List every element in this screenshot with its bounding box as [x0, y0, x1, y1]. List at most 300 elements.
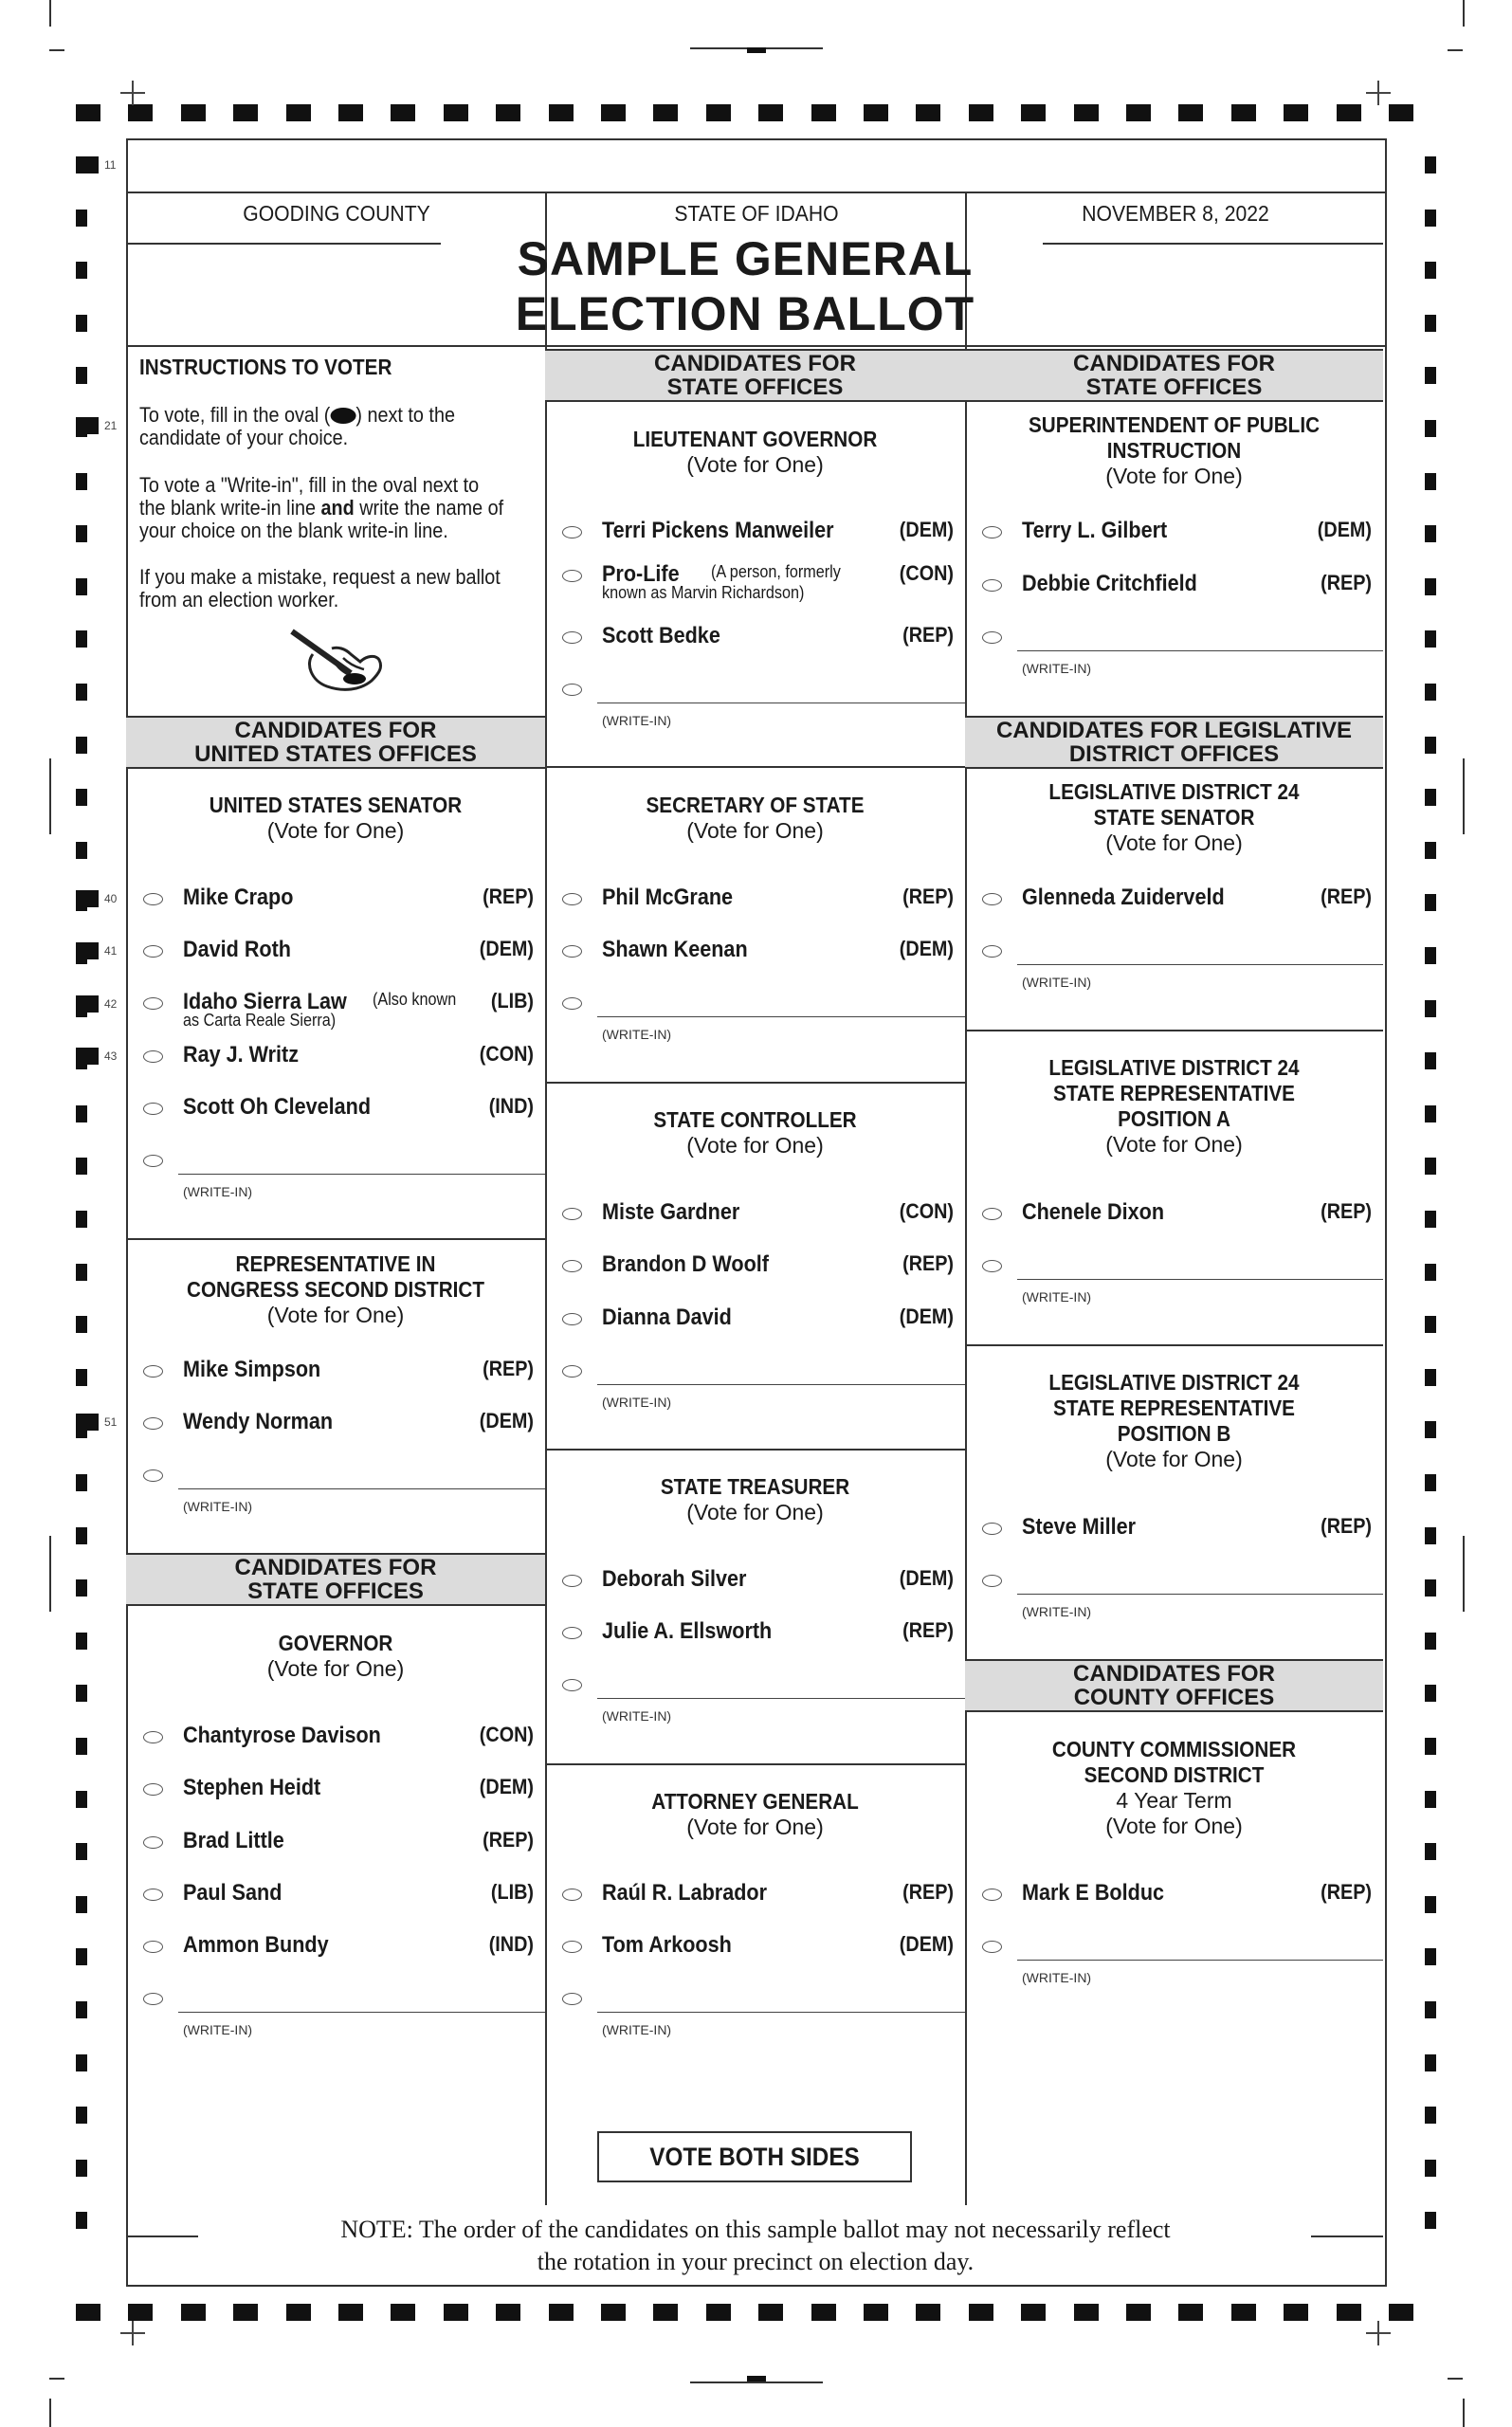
timing-mark: [747, 2376, 766, 2381]
vote-for-one: (Vote for One): [1105, 830, 1243, 855]
timing-mark: [758, 104, 783, 121]
timing-mark: [76, 1369, 87, 1386]
instruction-text: and: [320, 496, 355, 520]
timing-mark: [1425, 1211, 1436, 1228]
write-in-oval[interactable]: [982, 1941, 1002, 1953]
hand-pen-icon: [284, 626, 393, 697]
candidate-oval[interactable]: [562, 631, 582, 644]
candidate-name: Mike Crapo: [183, 885, 294, 910]
candidate-oval[interactable]: [143, 1050, 163, 1063]
race-divider: [965, 1030, 1383, 1031]
timing-mark: [128, 2304, 153, 2321]
election-date: NOVEMBER 8, 2022: [1082, 201, 1269, 226]
trim-mark: [49, 1536, 51, 1612]
timing-mark: [76, 578, 87, 595]
write-in-label: (WRITE-IN): [602, 1708, 672, 1724]
candidate-name: Mike Simpson: [183, 1357, 321, 1382]
candidate-oval[interactable]: [143, 997, 163, 1010]
timing-mark: [758, 2304, 783, 2321]
timing-mark: [1284, 104, 1308, 121]
candidate-oval[interactable]: [562, 570, 582, 582]
timing-mark: [496, 104, 520, 121]
registration-cross-icon: [1366, 2321, 1391, 2345]
timing-mark: [1425, 1052, 1436, 1069]
instruction-text: write the name of: [359, 496, 504, 520]
candidate-party: (DEM): [899, 1566, 954, 1590]
write-in-line[interactable]: [1017, 650, 1383, 651]
candidate-oval[interactable]: [562, 1889, 582, 1901]
vote-for-one: (Vote for One): [686, 1500, 824, 1524]
race-heading: [965, 1055, 1383, 1158]
row-number: 42: [104, 997, 118, 1011]
race-heading: [545, 1789, 965, 1840]
candidate-name: Chenele Dixon: [1022, 1199, 1165, 1225]
race-title: STATE REPRESENTATIVE: [1053, 1396, 1295, 1420]
ballot-title: [470, 231, 1020, 341]
instruction-text: candidate of your choice.: [139, 426, 349, 449]
vote-for-one: (Vote for One): [1105, 1447, 1243, 1471]
candidate-party: (REP): [902, 1618, 954, 1642]
candidate-name: Deborah Silver: [602, 1566, 747, 1592]
vote-for-one: (Vote for One): [686, 452, 824, 477]
candidate-note: (A person, formerly: [711, 562, 841, 581]
timing-mark: [653, 2304, 678, 2321]
row-mark: [76, 417, 99, 434]
timing-mark: [1389, 2304, 1413, 2321]
candidate-oval[interactable]: [982, 526, 1002, 538]
candidate-party: (REP): [902, 1880, 954, 1904]
trim-mark: [1463, 758, 1465, 834]
county-name: GOODING COUNTY: [243, 201, 430, 226]
race-title: SECRETARY OF STATE: [646, 793, 865, 817]
race-heading: [545, 793, 965, 844]
timing-mark: [76, 315, 87, 332]
timing-mark: [706, 104, 731, 121]
candidate-oval[interactable]: [562, 945, 582, 958]
candidate-name: Mark E Bolduc: [1022, 1880, 1165, 1906]
timing-mark: [76, 525, 87, 542]
section-band: [965, 716, 1383, 769]
timing-mark: [1425, 1369, 1436, 1386]
timing-mark: [1425, 842, 1436, 859]
timing-mark: [549, 104, 574, 121]
race-title: INSTRUCTION: [1106, 438, 1242, 463]
column-divider: [545, 192, 547, 2205]
race-divider: [545, 1763, 965, 1765]
timing-mark: [76, 630, 87, 648]
section-band-label: STATE OFFICES: [666, 374, 844, 400]
race-divider: [545, 766, 965, 768]
timing-mark: [1425, 420, 1436, 437]
registration-cross-icon: [120, 81, 145, 105]
candidate-oval[interactable]: [562, 1941, 582, 1953]
candidate-name: Brandon D Woolf: [602, 1251, 769, 1277]
timing-mark: [653, 104, 678, 121]
vote-both-sides-text: VOTE BOTH SIDES: [649, 2142, 860, 2171]
timing-mark: [1425, 894, 1436, 911]
write-in-label: (WRITE-IN): [1022, 975, 1092, 990]
timing-mark: [76, 1896, 87, 1913]
write-in-line[interactable]: [178, 2012, 545, 2013]
candidate-oval[interactable]: [143, 1836, 163, 1849]
timing-mark: [1021, 2304, 1046, 2321]
candidate-party: (DEM): [479, 1409, 534, 1432]
candidate-note: known as Marvin Richardson): [602, 583, 805, 602]
candidate-party: (REP): [902, 885, 954, 908]
timing-mark: [76, 1527, 87, 1544]
candidate-oval[interactable]: [982, 1523, 1002, 1535]
race-title: LEGISLATIVE DISTRICT 24: [1048, 779, 1300, 804]
timing-mark: [1425, 1421, 1436, 1438]
write-in-oval[interactable]: [562, 684, 582, 696]
race-title: UNITED STATES SENATOR: [209, 793, 463, 817]
candidate-oval[interactable]: [143, 1365, 163, 1378]
race-title: LIEUTENANT GOVERNOR: [632, 427, 878, 451]
divider: [126, 243, 441, 245]
row-number: 51: [104, 1415, 118, 1429]
candidate-name: Idaho Sierra Law: [183, 989, 347, 1014]
timing-mark: [1425, 210, 1436, 227]
candidate-oval[interactable]: [143, 1941, 163, 1953]
candidate-oval[interactable]: [143, 1417, 163, 1430]
candidate-oval[interactable]: [982, 893, 1002, 905]
timing-mark: [811, 104, 836, 121]
write-in-oval[interactable]: [982, 1260, 1002, 1272]
section-band-label: STATE OFFICES: [1085, 374, 1263, 400]
race-heading: [545, 1107, 965, 1159]
candidate-oval[interactable]: [143, 1783, 163, 1796]
vote-for-one: (Vote for One): [1105, 1814, 1243, 1838]
timing-mark: [76, 2304, 100, 2321]
write-in-line[interactable]: [178, 1488, 545, 1489]
write-in-oval[interactable]: [982, 945, 1002, 958]
timing-mark: [1425, 1791, 1436, 1808]
trim-mark: [49, 2399, 51, 2427]
candidate-name: Scott Oh Cleveland: [183, 1094, 372, 1120]
write-in-oval[interactable]: [562, 1993, 582, 2005]
timing-mark: [969, 2304, 993, 2321]
write-in-line[interactable]: [178, 1174, 545, 1175]
instruction-text: from an election worker.: [139, 588, 339, 611]
timing-mark: [1425, 1158, 1436, 1175]
write-in-label: (WRITE-IN): [1022, 1604, 1092, 1619]
candidate-name: Ammon Bundy: [183, 1932, 329, 1958]
timing-mark: [747, 47, 766, 53]
timing-mark: [1425, 2160, 1436, 2177]
timing-mark: [1425, 1633, 1436, 1650]
timing-mark: [1425, 1264, 1436, 1281]
candidate-oval[interactable]: [562, 1313, 582, 1325]
candidate-party: (REP): [1321, 1199, 1372, 1223]
candidate-name: Terry L. Gilbert: [1022, 518, 1168, 543]
timing-mark: [1231, 104, 1256, 121]
candidate-party: (CON): [899, 1199, 954, 1223]
write-in-oval[interactable]: [562, 1365, 582, 1378]
timing-mark: [76, 1791, 87, 1808]
candidate-oval[interactable]: [143, 1103, 163, 1115]
instruction-text: the blank write-in line: [139, 496, 317, 520]
section-band-label: COUNTY OFFICES: [1073, 1685, 1275, 1710]
candidate-oval[interactable]: [562, 1208, 582, 1220]
candidate-party: (IND): [488, 1932, 534, 1956]
divider: [126, 345, 1385, 347]
candidate-party: (CON): [479, 1723, 534, 1746]
divider: [1043, 243, 1383, 245]
candidate-oval[interactable]: [143, 893, 163, 905]
instruction-text: If you make a mistake, request a new ballot: [139, 565, 501, 589]
candidate-name: David Roth: [183, 937, 292, 962]
race-heading: [965, 1370, 1383, 1472]
candidate-party: (CON): [479, 1042, 534, 1066]
candidate-oval[interactable]: [982, 579, 1002, 592]
race-title: GOVERNOR: [278, 1631, 393, 1655]
candidate-name: Shawn Keenan: [602, 937, 748, 962]
race-heading: [126, 793, 545, 844]
candidate-oval[interactable]: [143, 1889, 163, 1901]
race-heading: [545, 1474, 965, 1525]
write-in-label: (WRITE-IN): [602, 2022, 672, 2037]
trim-mark: [1463, 2399, 1465, 2427]
timing-mark: [76, 210, 87, 227]
candidate-oval[interactable]: [982, 1889, 1002, 1901]
candidate-oval[interactable]: [562, 1627, 582, 1639]
write-in-oval[interactable]: [143, 1155, 163, 1167]
timing-mark: [1425, 578, 1436, 595]
section-band: [126, 716, 545, 769]
timing-mark: [864, 2304, 888, 2321]
race-heading: [965, 412, 1383, 489]
timing-mark: [76, 473, 87, 490]
timing-mark: [1021, 104, 1046, 121]
candidate-party: (REP): [902, 1251, 954, 1275]
write-in-label: (WRITE-IN): [602, 1027, 672, 1042]
timing-mark: [76, 2001, 87, 2018]
timing-mark: [1425, 737, 1436, 754]
candidate-oval[interactable]: [562, 526, 582, 538]
write-in-label: (WRITE-IN): [1022, 661, 1092, 676]
race-heading: [965, 779, 1383, 856]
candidate-name: Ray J. Writz: [183, 1042, 300, 1068]
candidate-name: Brad Little: [183, 1828, 284, 1853]
candidate-party: (DEM): [479, 1775, 534, 1798]
candidate-oval[interactable]: [562, 1260, 582, 1272]
timing-mark: [338, 104, 363, 121]
section-band-label: CANDIDATES FOR: [654, 351, 856, 376]
candidate-name: Dianna David: [602, 1305, 732, 1330]
timing-mark: [1425, 1948, 1436, 1965]
row-mark: [76, 890, 99, 907]
section-band-label: CANDIDATES FOR: [234, 718, 437, 743]
write-in-line[interactable]: [1017, 1594, 1383, 1595]
timing-mark: [1425, 525, 1436, 542]
timing-mark: [916, 104, 940, 121]
vote-for-one: (Vote for One): [1105, 464, 1243, 488]
candidate-party: (IND): [488, 1094, 534, 1118]
trim-mark: [1463, 1536, 1465, 1612]
candidate-oval[interactable]: [562, 1575, 582, 1587]
timing-mark: [286, 2304, 311, 2321]
timing-mark: [128, 104, 153, 121]
trim-mark: [1463, 0, 1465, 27]
candidate-party: (CON): [899, 561, 954, 585]
write-in-label: (WRITE-IN): [183, 1499, 253, 1514]
write-in-label: (WRITE-IN): [1022, 1289, 1092, 1305]
vote-for-one: (Vote for One): [686, 1133, 824, 1158]
candidate-oval[interactable]: [143, 945, 163, 958]
race-title: COUNTY COMMISSIONER: [1051, 1737, 1297, 1761]
timing-mark: [233, 2304, 258, 2321]
timing-mark: [1337, 2304, 1361, 2321]
filled-oval-icon: [330, 408, 355, 424]
row-number: 41: [104, 944, 118, 958]
timing-mark: [1425, 367, 1436, 384]
section-band-label: CANDIDATES FOR: [1073, 351, 1275, 376]
write-in-line[interactable]: [597, 1016, 965, 1017]
instructions-paragraph: [139, 404, 455, 449]
write-in-oval[interactable]: [982, 1575, 1002, 1587]
write-in-line[interactable]: [597, 1384, 965, 1385]
timing-mark: [1425, 1474, 1436, 1491]
state-name: STATE OF IDAHO: [674, 201, 839, 226]
timing-mark: [1389, 104, 1413, 121]
race-title: STATE CONTROLLER: [653, 1107, 857, 1132]
race-divider: [545, 1082, 965, 1084]
candidate-name: Pro-Life: [602, 561, 680, 587]
timing-mark: [76, 1633, 87, 1650]
row-number: 40: [104, 892, 118, 905]
write-in-oval[interactable]: [562, 1679, 582, 1691]
race-heading: [126, 1631, 545, 1682]
race-title: STATE SENATOR: [1093, 805, 1255, 830]
timing-mark: [1425, 473, 1436, 490]
write-in-oval[interactable]: [143, 1469, 163, 1482]
registration-cross-icon: [1366, 81, 1391, 105]
write-in-line[interactable]: [1017, 1279, 1383, 1280]
timing-mark: [1425, 684, 1436, 701]
race-heading: [126, 1251, 545, 1328]
timing-mark: [76, 2212, 87, 2229]
candidate-name: Julie A. Ellsworth: [602, 1618, 773, 1644]
trim-mark: [1448, 49, 1463, 51]
timing-mark: [181, 104, 206, 121]
race-divider: [965, 1344, 1383, 1346]
timing-mark: [1425, 2212, 1436, 2229]
timing-mark: [286, 104, 311, 121]
timing-mark: [1425, 2054, 1436, 2071]
candidate-note: as Carta Reale Sierra): [183, 1011, 337, 1030]
timing-mark: [1425, 315, 1436, 332]
row-mark: [76, 1048, 99, 1065]
row-number: 21: [104, 419, 118, 432]
timing-mark: [444, 104, 468, 121]
candidate-name: Phil McGrane: [602, 885, 734, 910]
write-in-label: (WRITE-IN): [1022, 1970, 1092, 1985]
timing-mark: [864, 104, 888, 121]
section-band-label: DISTRICT OFFICES: [1068, 741, 1280, 767]
candidate-oval[interactable]: [143, 1731, 163, 1743]
candidate-name: Scott Bedke: [602, 623, 720, 648]
timing-mark: [76, 1738, 87, 1755]
timing-mark: [1425, 1316, 1436, 1333]
timing-mark: [76, 1158, 87, 1175]
section-band-label: UNITED STATES OFFICES: [194, 741, 477, 767]
timing-mark: [76, 1316, 87, 1333]
timing-mark: [76, 1685, 87, 1702]
race-title: SUPERINTENDENT OF PUBLIC: [1028, 412, 1321, 437]
race-divider: [126, 1238, 545, 1240]
candidate-name: Steve Miller: [1022, 1514, 1137, 1540]
candidate-party: (DEM): [1317, 518, 1372, 541]
write-in-line[interactable]: [1017, 1960, 1383, 1961]
candidate-oval[interactable]: [562, 893, 582, 905]
race-title: LEGISLATIVE DISTRICT 24: [1048, 1370, 1300, 1395]
race-title: POSITION A: [1118, 1106, 1230, 1131]
timing-mark: [76, 789, 87, 806]
timing-mark: [76, 104, 100, 121]
candidate-name: Tom Arkoosh: [602, 1932, 732, 1958]
timing-mark: [338, 2304, 363, 2321]
race-divider: [545, 1449, 965, 1451]
write-in-oval[interactable]: [982, 631, 1002, 644]
footer-note-line: the rotation in your precinct on election day.: [537, 2248, 975, 2275]
trim-mark: [49, 2378, 64, 2380]
timing-mark: [76, 1948, 87, 1965]
write-in-line[interactable]: [597, 1698, 965, 1699]
timing-mark: [601, 2304, 626, 2321]
column-divider: [965, 192, 967, 2205]
timing-mark: [76, 2160, 87, 2177]
ballot-title-line: SAMPLE GENERAL: [517, 232, 974, 285]
timing-mark: [1178, 2304, 1203, 2321]
section-band-label: CANDIDATES FOR: [234, 1555, 437, 1580]
write-in-oval[interactable]: [143, 1993, 163, 2005]
race-title: POSITION B: [1117, 1421, 1231, 1446]
row-mark: [76, 942, 99, 959]
candidate-note: (Also known: [373, 990, 457, 1009]
section-band: [126, 1553, 545, 1606]
vote-both-sides-box: [597, 2131, 912, 2182]
instruction-text: To vote a "Write-in", fill in the oval next to: [139, 473, 480, 497]
candidate-party: (REP): [1321, 885, 1372, 908]
trim-mark: [49, 49, 64, 51]
candidate-name: Paul Sand: [183, 1880, 282, 1906]
timing-mark: [76, 2054, 87, 2071]
timing-mark: [1425, 156, 1436, 173]
race-title: SECOND DISTRICT: [1084, 1762, 1265, 1787]
candidate-name: Glenneda Zuiderveld: [1022, 885, 1225, 910]
candidate-party: (DEM): [899, 1932, 954, 1956]
timing-mark: [1126, 2304, 1151, 2321]
section-band-label: STATE OFFICES: [247, 1578, 424, 1604]
write-in-oval[interactable]: [562, 997, 582, 1010]
timing-mark: [1425, 1000, 1436, 1017]
race-heading: [965, 1737, 1383, 1839]
candidate-oval[interactable]: [982, 1208, 1002, 1220]
timing-mark: [444, 2304, 468, 2321]
timing-mark: [1425, 789, 1436, 806]
race-title: CONGRESS SECOND DISTRICT: [187, 1277, 484, 1302]
write-in-line[interactable]: [597, 2012, 965, 2013]
timing-mark: [969, 104, 993, 121]
trim-mark: [49, 758, 51, 834]
race-title: STATE REPRESENTATIVE: [1053, 1081, 1295, 1105]
write-in-line[interactable]: [1017, 964, 1383, 965]
instruction-text: ) next to the: [355, 403, 455, 427]
section-band: [965, 349, 1383, 402]
timing-mark: [76, 842, 87, 859]
timing-mark: [76, 1474, 87, 1491]
timing-mark: [181, 2304, 206, 2321]
